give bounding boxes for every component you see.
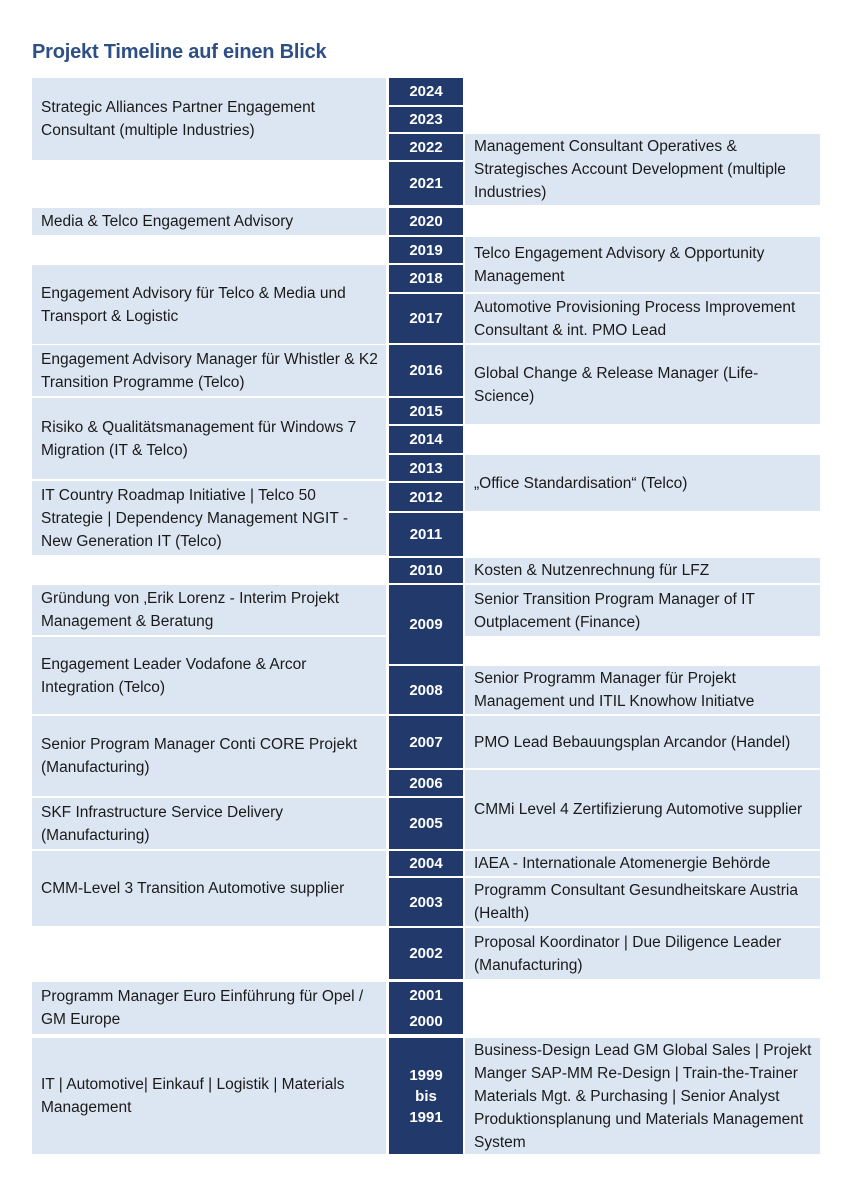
year-badge: 2011 xyxy=(389,513,463,556)
right-entry: Programm Consultant Gesundheitskare Austria (Health) xyxy=(465,878,820,926)
year-badge: 1999 bis 1991 xyxy=(389,1038,463,1154)
year-badge: 2016 xyxy=(389,345,463,396)
right-entry: Business-Design Lead GM Global Sales | Projekt Manger SAP-MM Re-Design | Train-the-Trainer Materials Mgt. & Purchasing | Senior Analyst Produktionsplanung und Materials Management System xyxy=(465,1038,820,1154)
right-entry: Telco Engagement Advisory & Opportunity Management xyxy=(465,237,820,292)
left-entry: Gründung von ‚Erik Lorenz - Interim Projekt Management & Beratung xyxy=(32,585,386,635)
left-entry: Engagement Advisory Manager für Whistler & K2 Transition Programme (Telco) xyxy=(32,345,386,396)
year-badge: 2000 xyxy=(389,1008,463,1034)
right-entry: CMMi Level 4 Zertifizierung Automotive supplier xyxy=(465,770,820,849)
year-badge: 2010 xyxy=(389,558,463,583)
left-entry: Risiko & Qualitätsmanagement für Windows 7 Migration (IT & Telco) xyxy=(32,398,386,479)
right-entry: Senior Programm Manager für Projekt Management und ITIL Knowhow Initiatve xyxy=(465,666,820,714)
left-entry: Media & Telco Engagement Advisory xyxy=(32,208,386,235)
year-badge: 2001 xyxy=(389,982,463,1008)
year-badge: 2006 xyxy=(389,770,463,796)
right-entry: Management Consultant Operatives & Strategisches Account Development (multiple Industries) xyxy=(465,134,820,205)
right-entry: Global Change & Release Manager (Life-Science) xyxy=(465,345,820,424)
left-entry: Engagement Advisory für Telco & Media und Transport & Logistic xyxy=(32,265,386,344)
left-entry: IT Country Roadmap Initiative | Telco 50 Strategie | Dependency Management NGIT - New Generation IT (Telco) xyxy=(32,481,386,555)
year-badge: 2014 xyxy=(389,426,463,453)
year-badge: 2019 xyxy=(389,237,463,263)
year-badge: 2005 xyxy=(389,798,463,849)
left-entry: Senior Program Manager Conti CORE Projekt (Manufacturing) xyxy=(32,716,386,796)
year-badge: 2003 xyxy=(389,878,463,926)
year-badge: 2009 xyxy=(389,585,463,664)
left-entry: Programm Manager Euro Einführung für Opel / GM Europe xyxy=(32,982,386,1034)
year-badge: 2015 xyxy=(389,398,463,424)
left-entry: Strategic Alliances Partner Engagement Consultant (multiple Industries) xyxy=(32,78,386,160)
right-entry: IAEA - Internationale Atomenergie Behörde xyxy=(465,851,820,876)
left-entry: IT | Automotive| Einkauf | Logistik | Materials Management xyxy=(32,1038,386,1154)
year-badge: 2021 xyxy=(389,162,463,205)
year-badge: 2018 xyxy=(389,265,463,292)
year-badge: 2024 xyxy=(389,78,463,105)
year-badge: 2004 xyxy=(389,851,463,876)
year-badge: 2023 xyxy=(389,107,463,132)
year-badge: 2022 xyxy=(389,134,463,160)
right-entry: Senior Transition Program Manager of IT Outplacement (Finance) xyxy=(465,585,820,636)
year-badge: 2008 xyxy=(389,666,463,714)
year-badge: 2007 xyxy=(389,716,463,768)
left-entry: SKF Infrastructure Service Delivery (Manufacturing) xyxy=(32,798,386,849)
year-badge: 2017 xyxy=(389,294,463,343)
left-entry: Engagement Leader Vodafone & Arcor Integration (Telco) xyxy=(32,637,386,714)
right-entry: PMO Lead Bebauungsplan Arcandor (Handel) xyxy=(465,716,820,768)
year-badge: 2012 xyxy=(389,483,463,511)
left-entry: CMM-Level 3 Transition Automotive supplier xyxy=(32,851,386,926)
right-entry: Automotive Provisioning Process Improvement Consultant & int. PMO Lead xyxy=(465,294,820,343)
page-title: Projekt Timeline auf einen Blick xyxy=(32,41,327,63)
right-entry: Proposal Koordinator | Due Diligence Leader (Manufacturing) xyxy=(465,928,820,979)
right-entry: Kosten & Nutzenrechnung für LFZ xyxy=(465,558,820,583)
year-badge: 2002 xyxy=(389,928,463,979)
year-badge: 2013 xyxy=(389,455,463,481)
year-badge: 2020 xyxy=(389,208,463,235)
right-entry: „Office Standardisation“ (Telco) xyxy=(465,455,820,511)
